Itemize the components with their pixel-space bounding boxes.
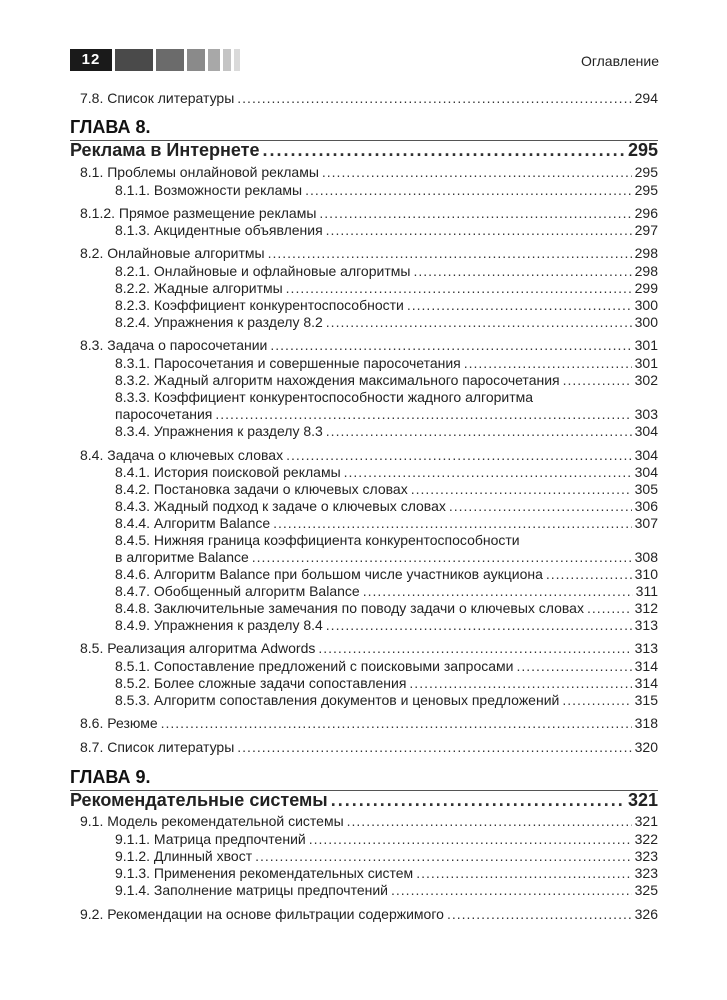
leader-dots (309, 831, 632, 847)
toc-entry[interactable] (80, 90, 658, 106)
toc-entry-title: 8.1. Проблемы онлайновой рекламы (80, 164, 319, 180)
chapter-label: ГЛАВА 9. (70, 767, 151, 787)
leader-dots (305, 182, 632, 198)
toc-entry-title: 8.7. Список литературы (80, 739, 235, 755)
leader-dots (322, 164, 632, 180)
toc-entry-page: 294 (634, 90, 658, 106)
leader-dots (286, 447, 632, 463)
leader-dots (562, 692, 631, 708)
leader-dots (409, 675, 631, 691)
leader-dots (464, 355, 632, 371)
toc-entry-title: 8.4. Задача о ключевых словах (80, 447, 284, 463)
toc-entry[interactable] (115, 600, 658, 616)
toc-entry[interactable] (115, 692, 658, 708)
toc-entry-page: 301 (634, 337, 658, 353)
toc-entry[interactable] (115, 182, 658, 198)
leader-dots (252, 549, 632, 565)
toc-entry[interactable] (115, 280, 658, 296)
chapter-page: 295 (627, 140, 658, 160)
toc-entry-page: 312 (634, 600, 658, 616)
leader-dots (587, 600, 632, 616)
toc-entry[interactable] (115, 314, 658, 330)
leader-dots (363, 583, 633, 599)
header-segment (156, 49, 184, 71)
leader-dots (331, 790, 625, 811)
toc-entry[interactable] (115, 263, 658, 279)
toc-entry-title: 9.1.1. Матрица предпочтений (115, 831, 306, 847)
toc-entry-title: 8.4.6. Алгоритм Balance при большом числе участников аукциона (115, 566, 543, 582)
toc-entry-title: 8.3.3. Коэффициент конкурентоспособности жадного алгоритма (115, 389, 534, 405)
leader-dots (286, 280, 632, 296)
toc-entry[interactable] (115, 297, 658, 313)
toc-entry-page: 323 (634, 848, 658, 864)
toc-entry-page: 314 (634, 658, 658, 674)
chapter-title: Рекомендательные системы (70, 790, 328, 810)
header-segment (223, 49, 231, 71)
toc-entry-page: 318 (634, 715, 658, 731)
toc-entry-page: 299 (634, 280, 658, 296)
toc-entry[interactable] (80, 245, 658, 261)
chapter-entry[interactable] (70, 140, 658, 161)
toc-entry-page: 297 (634, 222, 658, 238)
toc-entry-page: 321 (634, 813, 658, 829)
toc-entry-page: 302 (634, 372, 658, 388)
toc-entry[interactable] (115, 498, 658, 514)
toc-entry[interactable] (115, 831, 658, 847)
leader-dots (255, 848, 632, 864)
toc-entry-page: 320 (634, 739, 658, 755)
leader-dots (237, 90, 631, 106)
toc-entry-page: 304 (634, 464, 658, 480)
toc-entry-title: 8.2.1. Онлайновые и офлайновые алгоритмы (115, 263, 411, 279)
toc-entry[interactable] (80, 715, 658, 731)
toc-entry-page: 314 (634, 675, 658, 691)
toc-entry-title: 8.1.1. Возможности рекламы (115, 182, 303, 198)
toc-entry[interactable] (115, 848, 658, 864)
chapter-title: Реклама в Интернете (70, 140, 260, 160)
toc-entry[interactable] (115, 882, 658, 898)
toc-entry-title: 8.2.2. Жадные алгоритмы (115, 280, 283, 296)
toc-entry[interactable] (115, 515, 658, 531)
toc-entry-title: 8.2.3. Коэффициент конкурентоспособности (115, 297, 404, 313)
toc-entry-title: 8.4.3. Жадный подход к задаче о ключевых словах (115, 498, 446, 514)
leader-dots (449, 498, 632, 514)
header-segment (187, 49, 205, 71)
chapter-entry[interactable] (70, 790, 658, 811)
chapter-label: ГЛАВА 8. (70, 117, 151, 137)
toc-entry-page: 310 (634, 566, 658, 582)
toc-entry-page: 295 (634, 182, 658, 198)
toc-entry[interactable] (115, 583, 658, 599)
toc-entry-page: 303 (634, 406, 658, 422)
leader-dots (319, 205, 631, 221)
toc-entry[interactable] (80, 640, 658, 656)
toc-entry[interactable] (115, 355, 658, 371)
toc-entry[interactable] (115, 423, 658, 439)
toc-entry-title: 9.1.2. Длинный хвост (115, 848, 253, 864)
leader-dots (563, 372, 632, 388)
toc-entry-title-cont: паросочетания (115, 406, 213, 422)
toc-entry-title: 8.1.2. Прямое размещение рекламы (80, 205, 317, 221)
toc-entry-title: 8.3.4. Упражнения к разделу 8.3 (115, 423, 323, 439)
leader-dots (326, 222, 632, 238)
toc-entry-page: 322 (634, 831, 658, 847)
leader-dots (447, 906, 632, 922)
toc-entry-title: 9.2. Рекомендации на основе фильтрации содержимого (80, 906, 444, 922)
toc-entry-page: 325 (634, 882, 658, 898)
leader-dots (326, 423, 632, 439)
toc-entry-page: 300 (634, 314, 658, 330)
toc-entry-title: 8.5.3. Алгоритм сопоставления документов и ценовых предложений (115, 692, 560, 708)
toc-entry-page: 304 (634, 423, 658, 439)
toc-entry-title: 9.1. Модель рекомендательной системы (80, 813, 344, 829)
toc-entry-title: 8.3.1. Паросочетания и совершенные паросочетания (115, 355, 461, 371)
toc-entry-title: 8.2.4. Упражнения к разделу 8.2 (115, 314, 323, 330)
toc-entry-title: 9.1.4. Заполнение матрицы предпочтений (115, 882, 389, 898)
toc-entry-page: 300 (634, 297, 658, 313)
toc-entry-title: 8.4.7. Обобщенный алгоритм Balance (115, 583, 360, 599)
toc-entry-title: 8.3. Задача о паросочетании (80, 337, 268, 353)
leader-dots (416, 865, 631, 881)
toc-entry-title: 8.2. Онлайновые алгоритмы (80, 245, 265, 261)
leader-dots (270, 337, 631, 353)
header-segment (115, 49, 153, 71)
toc-entry[interactable] (115, 617, 658, 633)
toc-entry-page: 307 (634, 515, 658, 531)
leader-dots (268, 245, 632, 261)
toc-entry-page: 306 (634, 498, 658, 514)
toc-entry-title: 8.4.2. Постановка задачи о ключевых словах (115, 481, 408, 497)
leader-dots (237, 739, 631, 755)
toc-entry-line1[interactable] (115, 532, 658, 548)
toc-entry-page: 308 (634, 549, 658, 565)
toc-entry-title: 8.6. Резюме (80, 715, 158, 731)
toc-entry-page: 305 (634, 481, 658, 497)
toc-entry-title: 8.5.2. Более сложные задачи сопоставления (115, 675, 407, 691)
toc-entry-title: 8.4.1. История поисковой рекламы (115, 464, 341, 480)
toc-entry-page: 301 (634, 355, 658, 371)
toc-entry-page: 304 (634, 447, 658, 463)
toc-entry-page: 296 (634, 205, 658, 221)
leader-dots (263, 140, 625, 161)
page-number: 12 (70, 49, 112, 71)
toc-entry[interactable] (115, 372, 658, 388)
toc-entry[interactable] (115, 481, 658, 497)
toc-entry-title: 7.8. Список литературы (80, 90, 235, 106)
toc-entry-title: 8.5. Реализация алгоритма Adwords (80, 640, 316, 656)
toc-entry-page: 315 (634, 692, 658, 708)
toc-entry-page: 298 (634, 263, 658, 279)
toc-entry-page: 311 (635, 583, 658, 599)
toc-entry-title: 8.5.1. Сопоставление предложений с поисковыми запросами (115, 658, 514, 674)
toc-entry-page: 313 (634, 617, 658, 633)
leader-dots (413, 263, 631, 279)
toc-entry-page: 295 (634, 164, 658, 180)
leader-dots (407, 297, 632, 313)
leader-dots (215, 406, 631, 422)
toc-entry-title: 8.1.3. Акцидентные объявления (115, 222, 323, 238)
leader-dots (347, 813, 632, 829)
toc-entry-title: 8.3.2. Жадный алгоритм нахождения максимального паросочетания (115, 372, 560, 388)
toc-entry[interactable] (80, 447, 658, 463)
leader-dots (326, 617, 632, 633)
toc-entry-title: 8.4.5. Нижняя граница коэффициента конкурентоспособности (115, 532, 520, 548)
toc-entry[interactable] (80, 813, 658, 829)
leader-dots (391, 882, 632, 898)
toc-entry[interactable] (115, 658, 658, 674)
toc-entry[interactable] (80, 164, 658, 180)
toc-entry-title: 8.4.9. Упражнения к разделу 8.4 (115, 617, 323, 633)
header-segment (234, 49, 240, 71)
leader-dots (411, 481, 632, 497)
leader-dots (546, 566, 632, 582)
leader-dots (326, 314, 632, 330)
toc-entry-page: 313 (634, 640, 658, 656)
leader-dots (273, 515, 632, 531)
toc-entry[interactable] (115, 406, 658, 422)
leader-dots (344, 464, 632, 480)
toc-entry-page: 298 (634, 245, 658, 261)
leader-dots (516, 658, 631, 674)
toc-entry[interactable] (80, 205, 658, 221)
toc-entry[interactable] (115, 675, 658, 691)
toc-entry-title-cont: в алгоритме Balance (115, 549, 249, 565)
toc-entry-page: 323 (634, 865, 658, 881)
toc-entry-page: 326 (634, 906, 658, 922)
toc-entry[interactable] (80, 906, 658, 922)
toc-entry[interactable] (115, 865, 658, 881)
toc-entry-line1[interactable] (115, 389, 658, 405)
toc-entry[interactable] (115, 566, 658, 582)
toc-entry[interactable] (80, 337, 658, 353)
leader-dots (318, 640, 631, 656)
toc-entry-title: 9.1.3. Применения рекомендательных систем (115, 865, 414, 881)
leader-dots (161, 715, 632, 731)
toc-entry[interactable] (115, 222, 658, 238)
chapter-page: 321 (627, 790, 658, 810)
toc-entry[interactable] (115, 464, 658, 480)
toc-entry-title: 8.4.8. Заключительные замечания по поводу задачи о ключевых словах (115, 600, 584, 616)
header-segment (208, 49, 220, 71)
toc-entry[interactable] (115, 549, 658, 565)
toc-entry[interactable] (80, 739, 658, 755)
toc-entry-title: 8.4.4. Алгоритм Balance (115, 515, 271, 531)
header-bar (70, 49, 240, 71)
running-header-title: Оглавление (580, 53, 659, 69)
